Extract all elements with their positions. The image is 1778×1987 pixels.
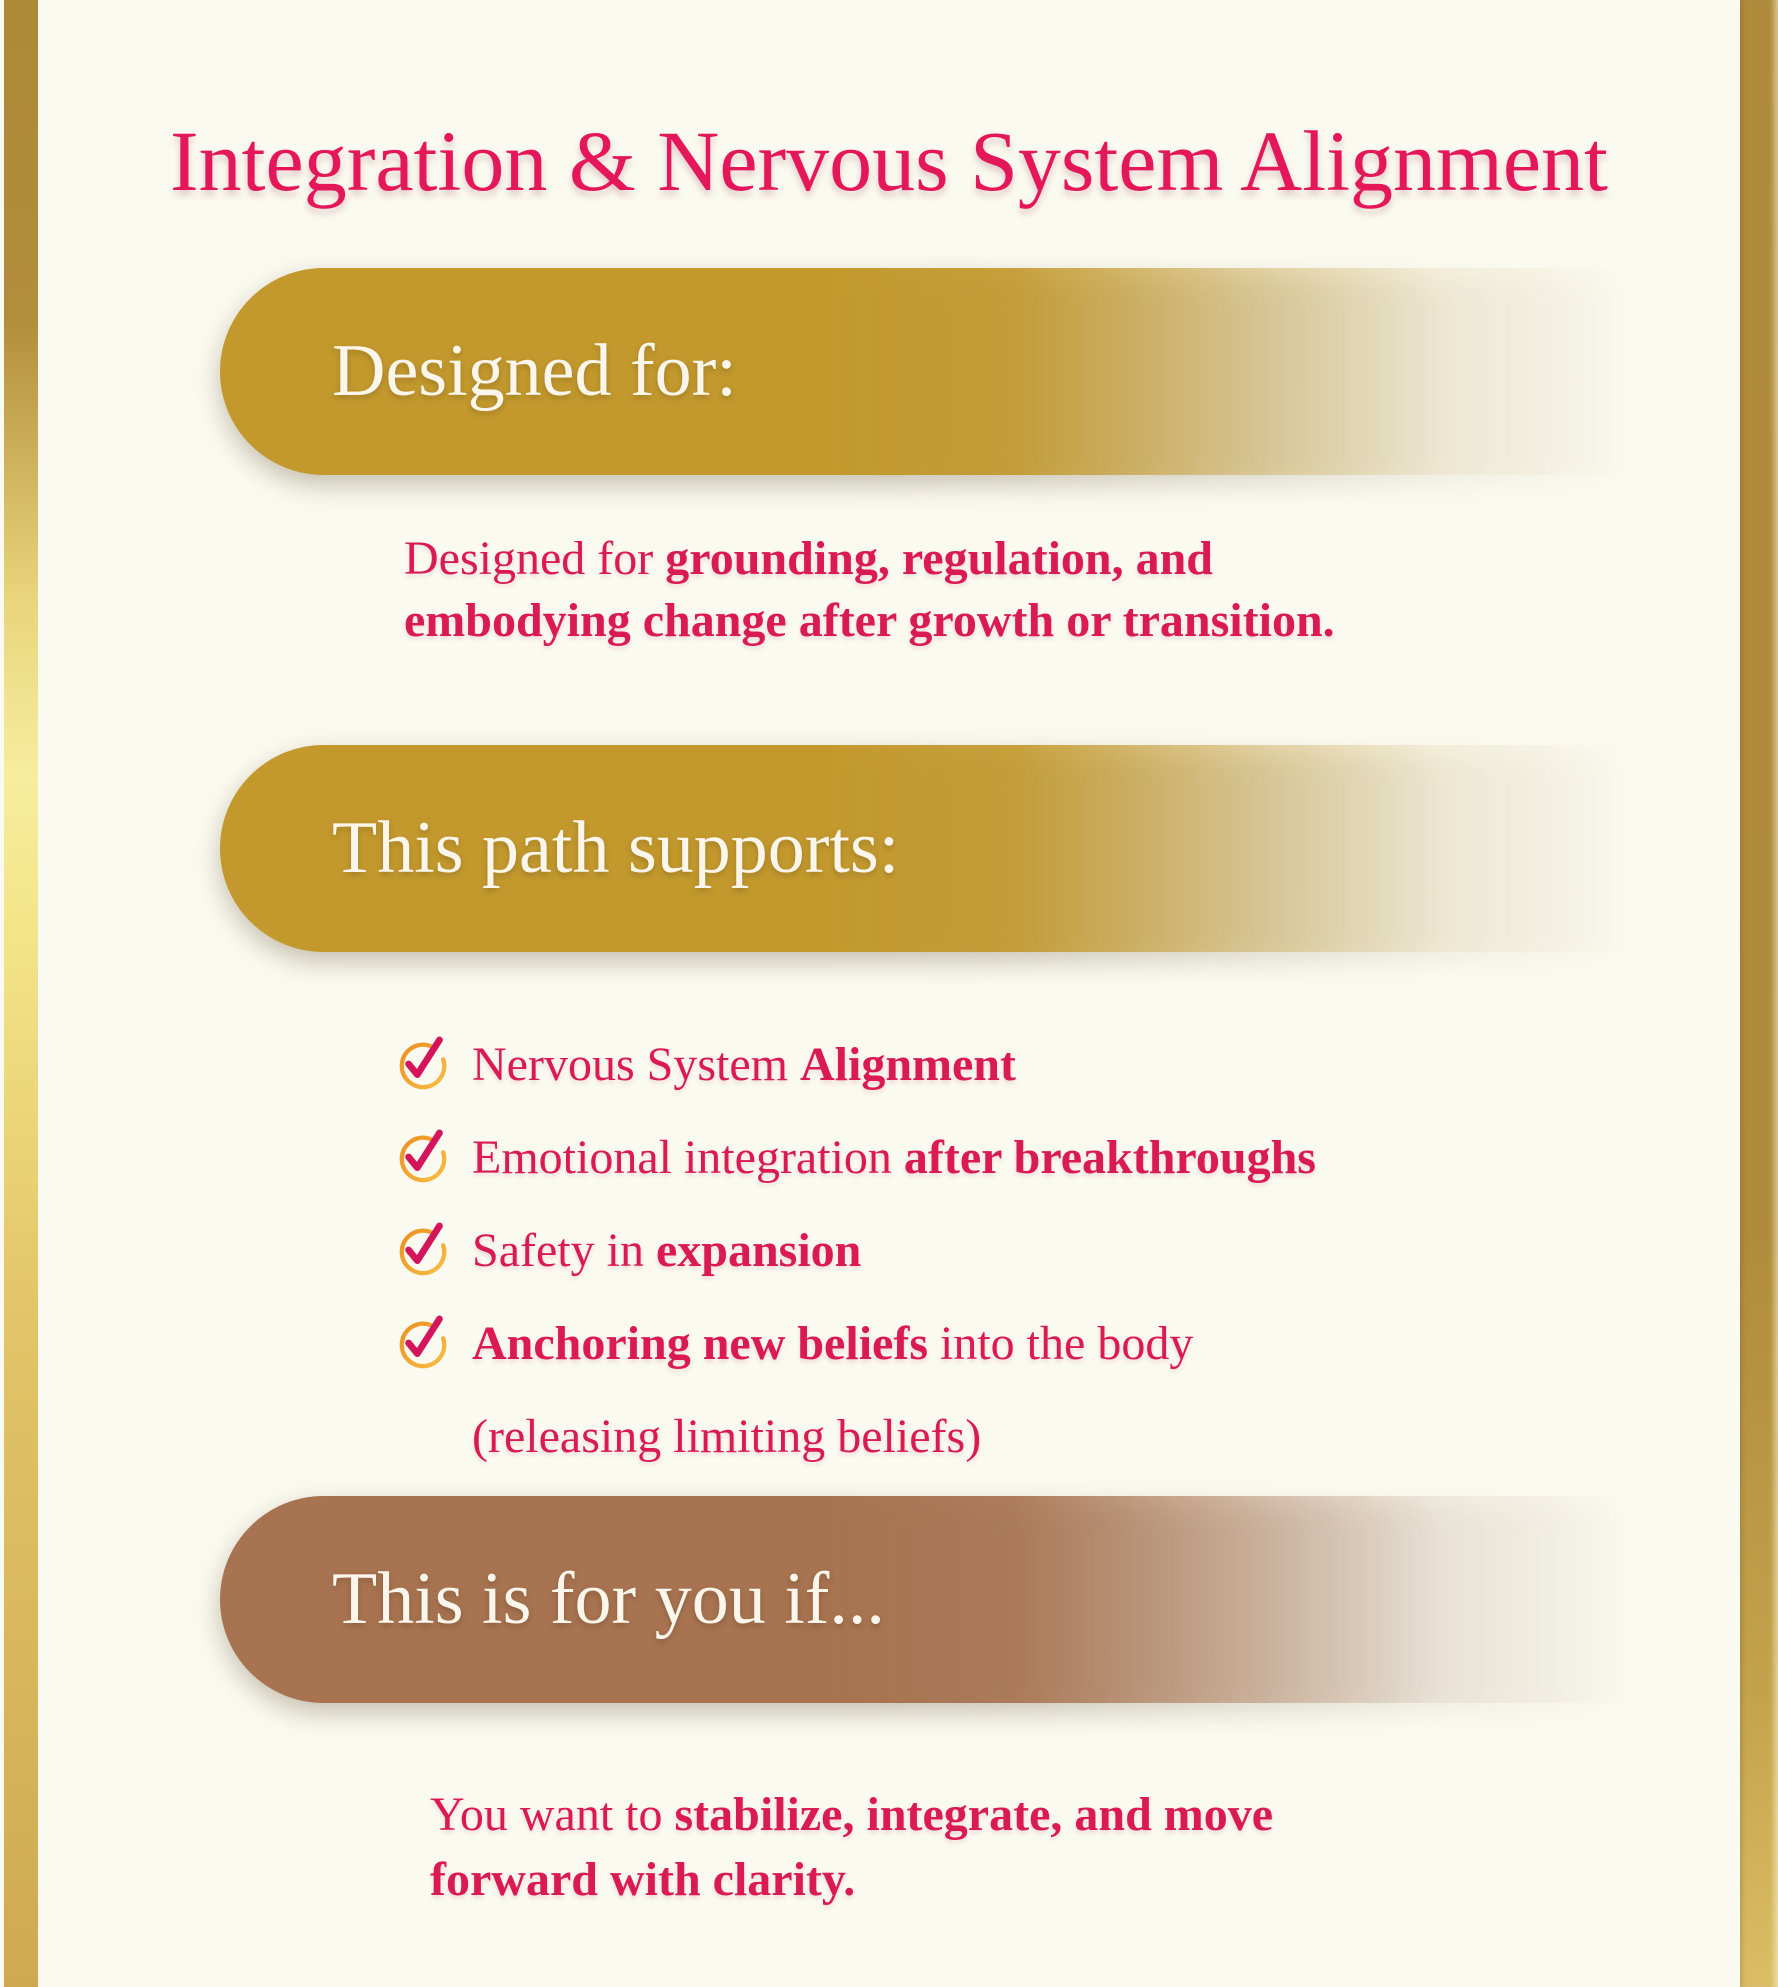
checklist-item-text: Emotional integration after breakthroughs (472, 1131, 1316, 1184)
banner-designed-for (220, 268, 1742, 475)
checklist-item (398, 1204, 1316, 1297)
banner-designed-for-label: Designed for: (332, 330, 737, 412)
check-circle-icon (398, 1221, 452, 1281)
checklist-item-subline (398, 1390, 1316, 1483)
right-gold-border-bar (1740, 0, 1778, 1987)
left-gold-border-bar (4, 0, 38, 1987)
checklist-item (398, 1018, 1316, 1111)
check-circle-icon (398, 1128, 452, 1188)
designed-for-paragraph: Designed for grounding, regulation, and embodying change after growth or transition. (404, 532, 1335, 647)
for-you-paragraph: You want to stabilize, integrate, and move forward with clarity. (430, 1788, 1274, 1906)
checklist-subline-text: (releasing limiting beliefs) (472, 1410, 982, 1463)
checklist-item-text: Safety in expansion (472, 1224, 862, 1277)
checklist-item (398, 1111, 1316, 1204)
page-title: Integration & Nervous System Alignment (170, 112, 1608, 209)
banner-path-supports (220, 745, 1742, 952)
checklist-item-text: Anchoring new beliefs into the body (472, 1317, 1194, 1370)
checklist-item (398, 1297, 1316, 1390)
check-circle-icon (398, 1314, 452, 1374)
checklist-item-text: Nervous System Alignment (472, 1038, 1016, 1091)
check-circle-icon (398, 1035, 452, 1095)
banner-path-supports-label: This path supports: (332, 807, 900, 889)
banner-for-you-if-label: This is for you if... (332, 1558, 885, 1640)
banner-for-you-if (220, 1496, 1742, 1703)
supports-checklist (398, 1018, 1316, 1483)
